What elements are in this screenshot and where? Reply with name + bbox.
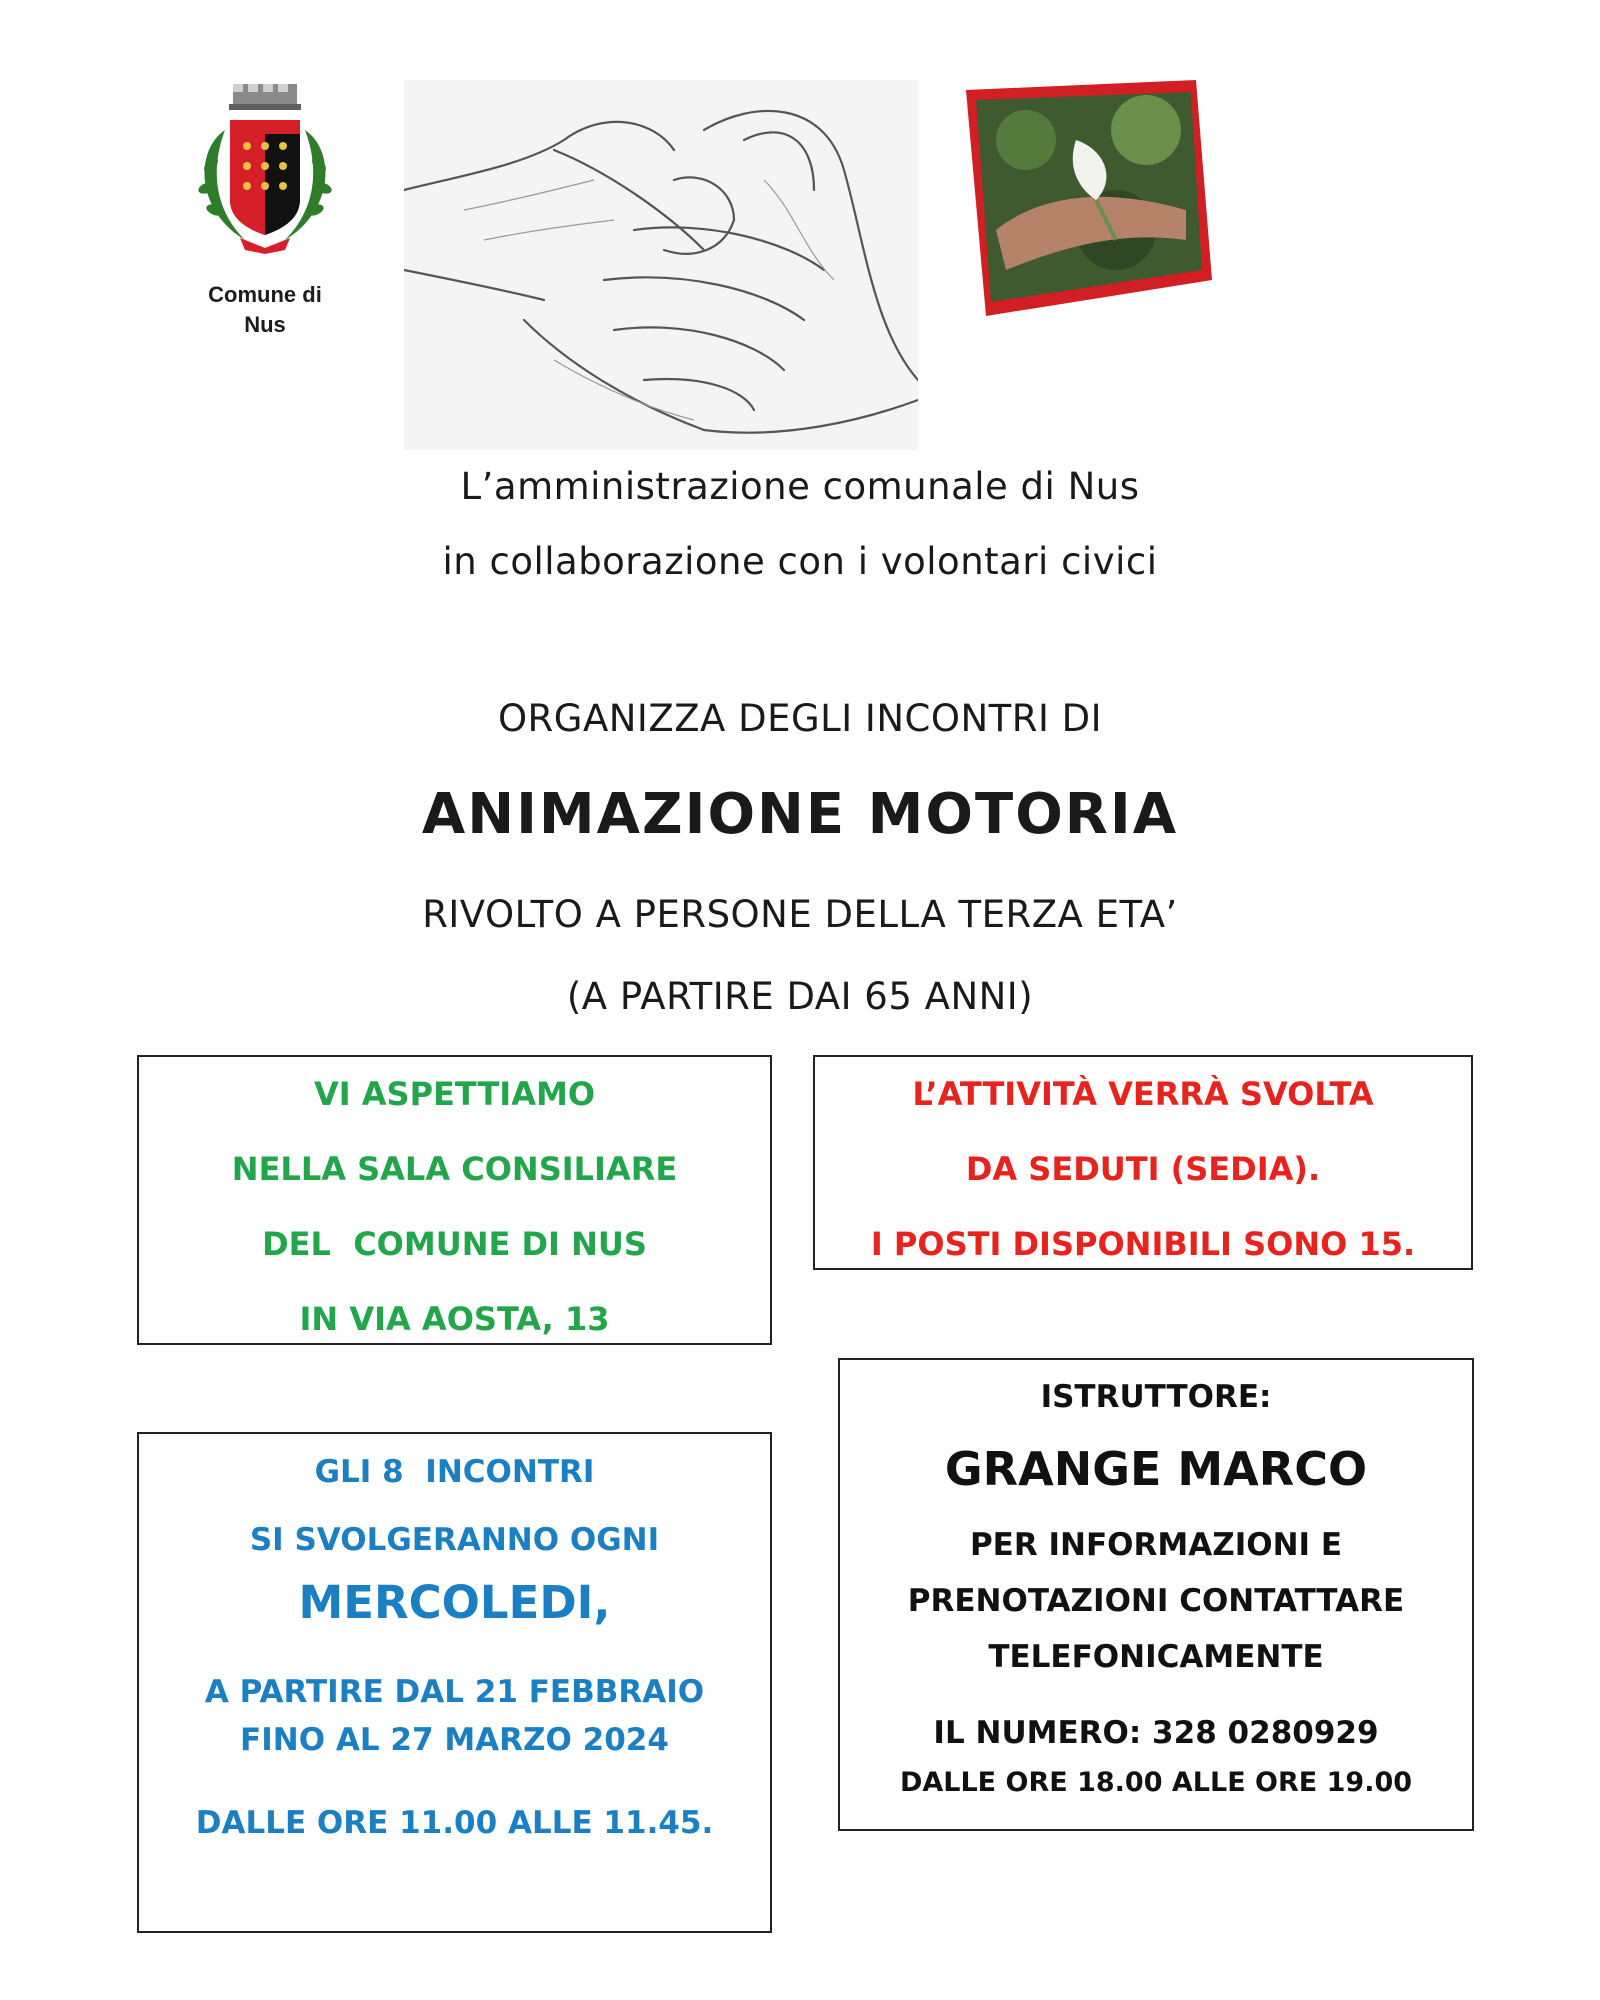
holding-hands-sketch-image <box>404 80 918 450</box>
schedule-box <box>137 1432 772 1933</box>
schedule-day: MERCOLEDI, <box>298 1576 611 1629</box>
hands-flower-photo <box>966 80 1212 316</box>
intro-line-1: L’amministrazione comunale di Nus <box>460 465 1140 508</box>
location-line-4: IN VIA AOSTA, 13 <box>299 1300 610 1338</box>
intro-line-2: in collaborazione con i volontari civici <box>442 540 1158 583</box>
instructor-info-line-1: PER INFORMAZIONI E <box>969 1527 1343 1563</box>
activity-box <box>813 1055 1473 1270</box>
schedule-line-6: DALLE ORE 11.00 ALLE 11.45. <box>195 1805 714 1841</box>
instructor-info-line-3: TELEFONICAMENTE <box>988 1639 1324 1675</box>
instructor-hours: DALLE ORE 18.00 ALLE ORE 19.00 <box>899 1767 1413 1798</box>
location-line-2: NELLA SALA CONSILIARE <box>231 1150 678 1188</box>
instructor-label: ISTRUTTORE: <box>1040 1379 1272 1415</box>
target-line-2: (A PARTIRE DAI 65 ANNI) <box>566 975 1034 1018</box>
instructor-name: GRANGE MARCO <box>944 1442 1368 1496</box>
comune-crest-logo <box>185 80 345 255</box>
comune-label <box>180 280 350 340</box>
instructor-box <box>838 1358 1474 1831</box>
main-title: ANIMAZIONE MOTORIA <box>421 782 1179 847</box>
location-line-3: DEL COMUNE DI NUS <box>262 1225 647 1263</box>
schedule-line-5: FINO AL 27 MARZO 2024 <box>240 1722 669 1758</box>
comune-label-line1: Comune di <box>208 282 322 307</box>
schedule-line-1: GLI 8 INCONTRI <box>314 1454 595 1490</box>
location-box <box>137 1055 772 1345</box>
schedule-line-2: SI SVOLGERANNO OGNI <box>249 1522 660 1558</box>
comune-label-line2: Nus <box>244 312 286 337</box>
shield-icon <box>230 120 300 235</box>
activity-line-2: DA SEDUTI (SEDIA). <box>965 1150 1321 1188</box>
activity-line-1: L’ATTIVITÀ VERRÀ SVOLTA <box>912 1075 1374 1113</box>
ribbon-icon <box>240 238 290 254</box>
crown-icon <box>229 84 301 110</box>
location-line-1: VI ASPETTIAMO <box>313 1075 596 1113</box>
instructor-phone: IL NUMERO: 328 0280929 <box>933 1715 1379 1751</box>
activity-line-3: I POSTI DISPONIBILI SONO 15. <box>870 1225 1416 1263</box>
target-line-1: RIVOLTO A PERSONE DELLA TERZA ETA’ <box>422 893 1178 936</box>
schedule-line-4: A PARTIRE DAL 21 FEBBRAIO <box>204 1674 705 1710</box>
instructor-info-line-2: PRENOTAZIONI CONTATTARE <box>907 1583 1405 1619</box>
headline-pre: ORGANIZZA DEGLI INCONTRI DI <box>497 697 1103 740</box>
